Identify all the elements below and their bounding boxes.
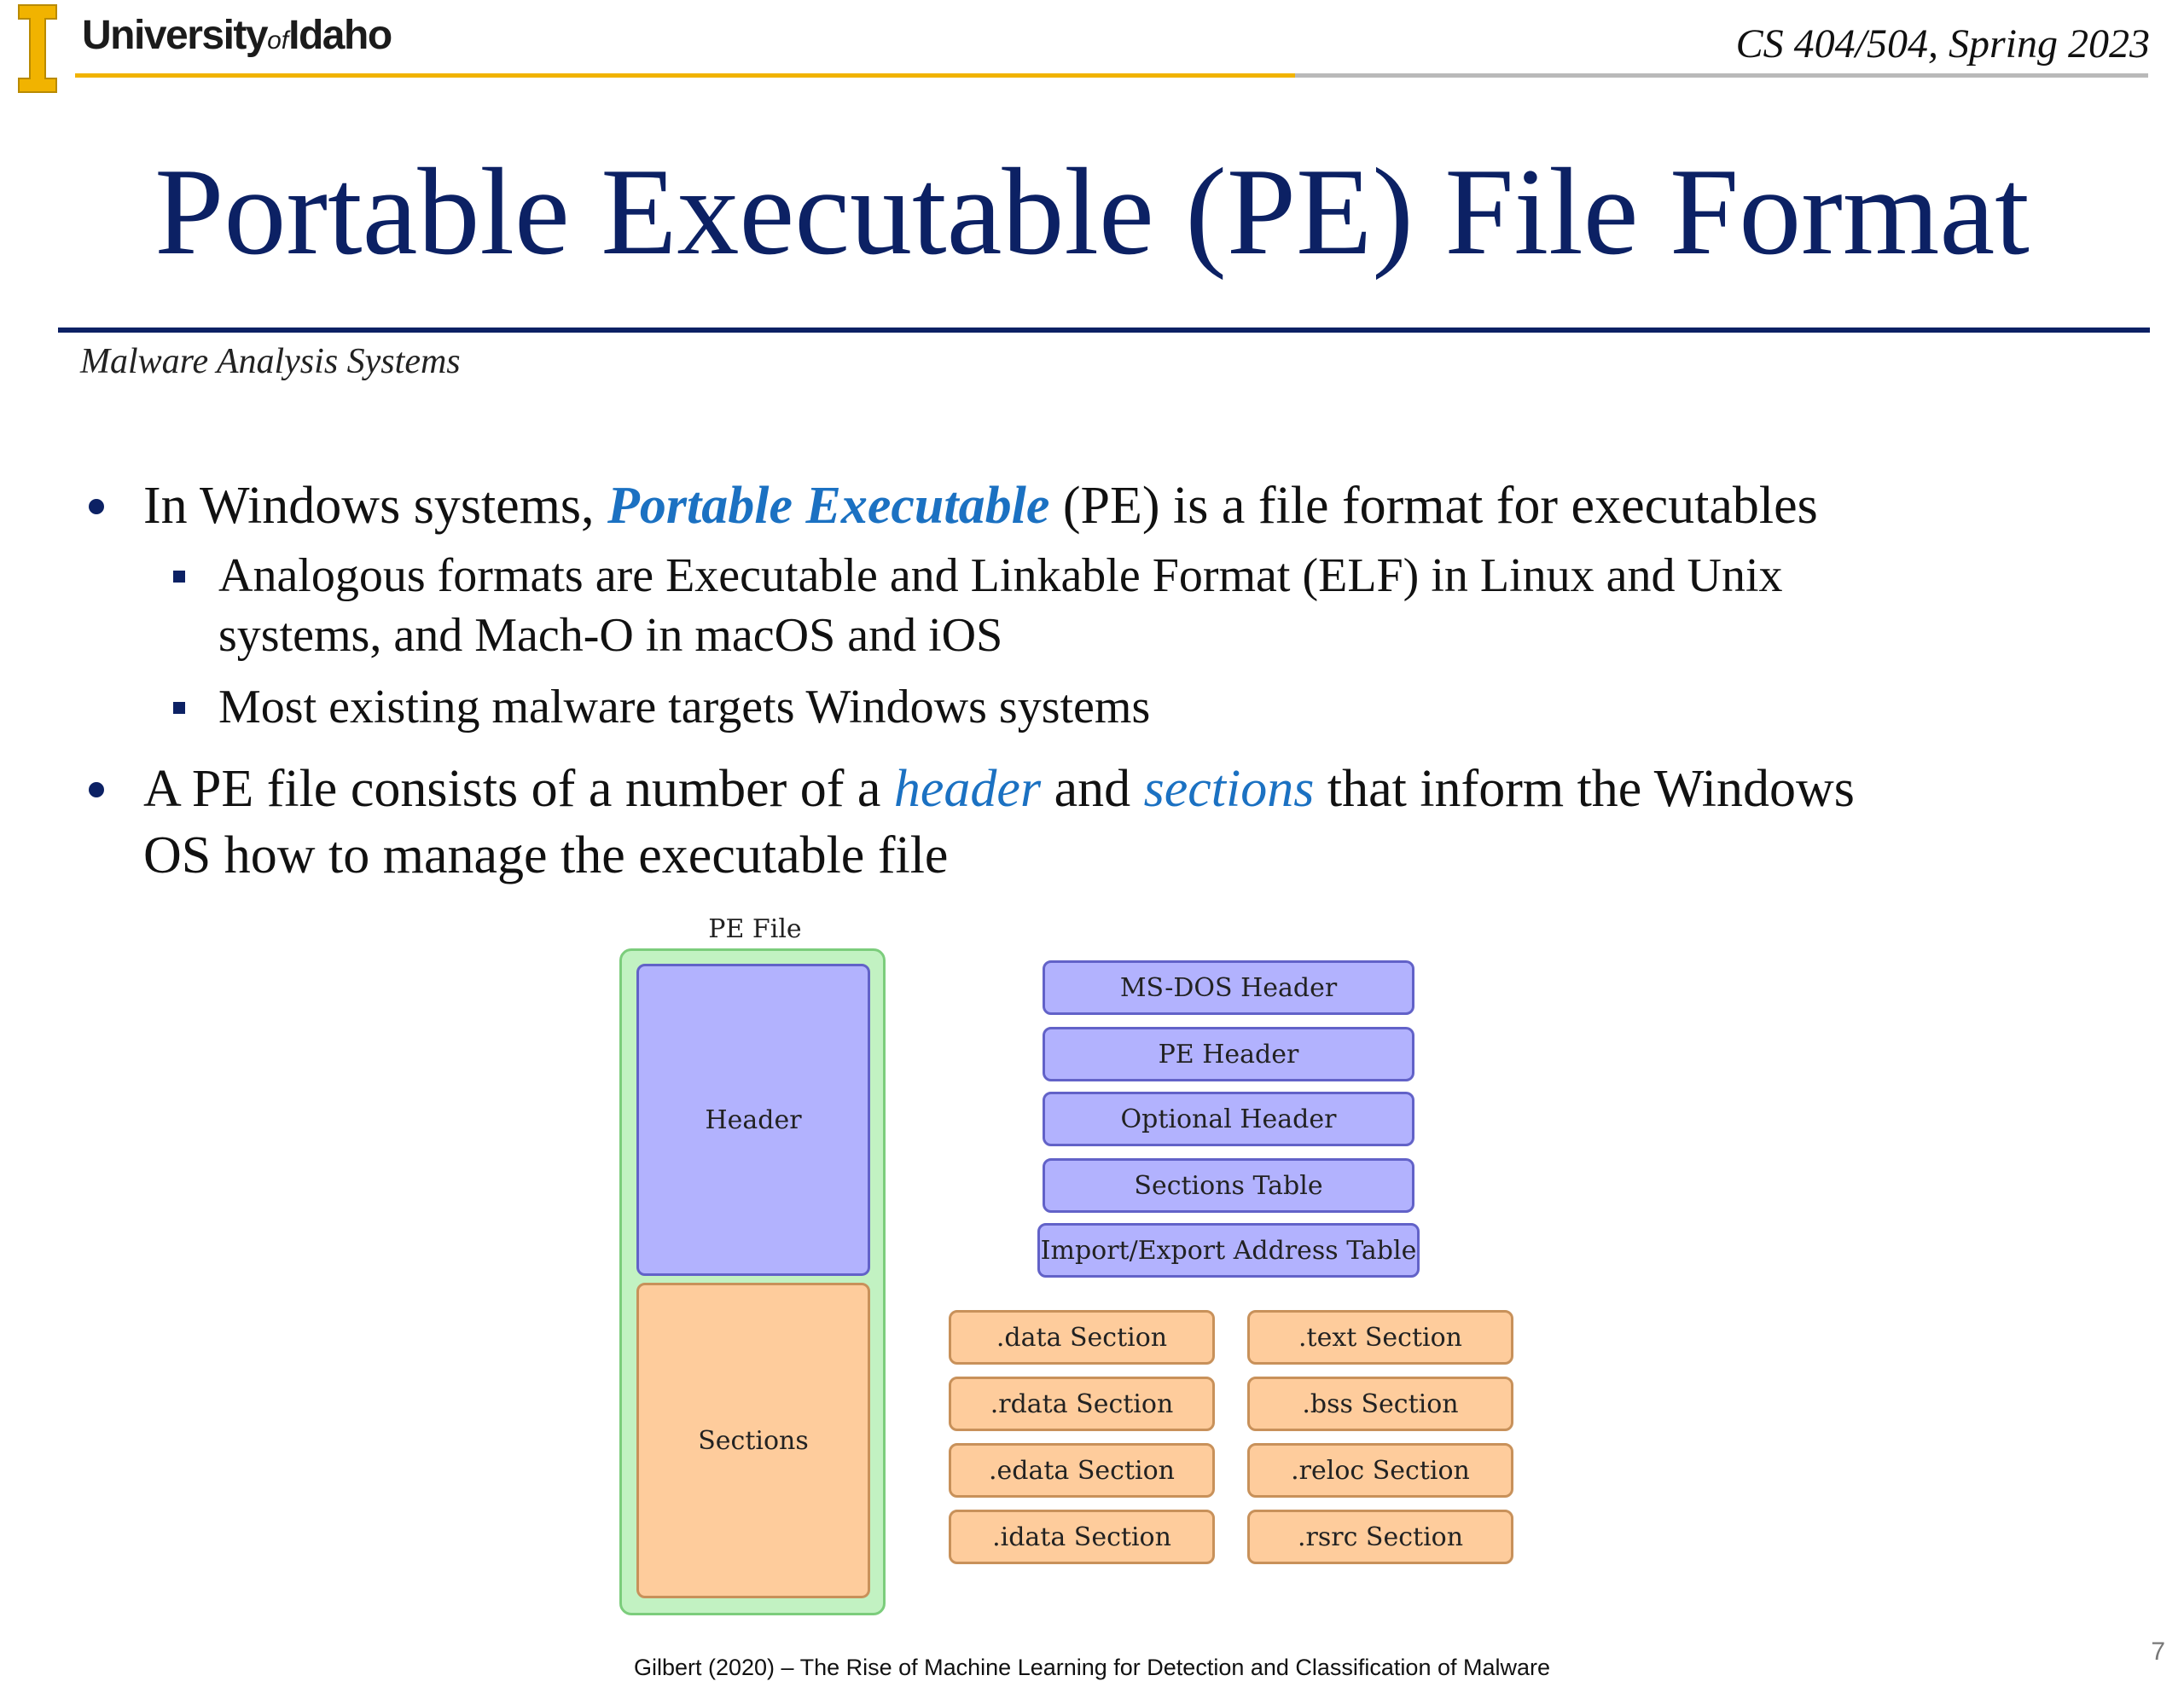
sub-bullet-square-icon bbox=[173, 702, 185, 714]
sub-bullet-1-line-1: Analogous formats are Executable and Linkable Format (ELF) in Linux and Unix bbox=[218, 549, 1783, 602]
slide-title: Portable Executable (PE) File Format bbox=[154, 142, 2030, 281]
pe-sections-block bbox=[636, 1283, 870, 1598]
header-item-ms-dos: MS-DOS Header bbox=[1043, 960, 1414, 1015]
pe-header-label: Header bbox=[705, 1104, 802, 1135]
header-rule-gray bbox=[1295, 73, 2148, 78]
bullet-2-line-2: OS how to manage the executable file bbox=[143, 826, 949, 884]
section-item-bss: .bss Section bbox=[1247, 1377, 1513, 1431]
bullet-dot-icon bbox=[89, 499, 104, 514]
header-item-import-export: Import/Export Address Table bbox=[1037, 1223, 1420, 1278]
sub-bullet-square-icon bbox=[173, 571, 185, 583]
sub-bullet-2: Most existing malware targets Windows systems bbox=[218, 681, 1151, 733]
bullet-1: In Windows systems, Portable Executable (PE) is a file format for executables bbox=[143, 477, 1818, 535]
header-item-optional: Optional Header bbox=[1043, 1092, 1414, 1146]
section-item-rsrc: .rsrc Section bbox=[1247, 1510, 1513, 1564]
section-item-idata: .idata Section bbox=[949, 1510, 1215, 1564]
pe-header-block bbox=[636, 964, 870, 1276]
sub-bullet-1-line-2: systems, and Mach-O in macOS and iOS bbox=[218, 609, 1003, 662]
citation: Gilbert (2020) – The Rise of Machine Learning for Detection and Classification of Malware bbox=[633, 1655, 1551, 1680]
section-item-data: .data Section bbox=[949, 1310, 1215, 1365]
university-name: UniversityofIdaho bbox=[82, 13, 392, 58]
section-item-edata: .edata Section bbox=[949, 1443, 1215, 1498]
bullet-2-line-1: A PE file consists of a number of a header and sections that inform the Windows bbox=[143, 760, 1855, 818]
slide-subtitle: Malware Analysis Systems bbox=[80, 342, 461, 381]
header-item-sections-table: Sections Table bbox=[1043, 1158, 1414, 1213]
sections-emphasis: sections bbox=[1143, 760, 1315, 818]
pe-file-label: PE File bbox=[708, 914, 802, 944]
section-item-rdata: .rdata Section bbox=[949, 1377, 1215, 1431]
page-number: 7 bbox=[2151, 1638, 2165, 1666]
section-item-reloc: .reloc Section bbox=[1247, 1443, 1513, 1498]
section-item-text: .text Section bbox=[1247, 1310, 1513, 1365]
header-item-pe: PE Header bbox=[1043, 1027, 1414, 1081]
header-emphasis: header bbox=[893, 760, 1042, 818]
university-logo-icon bbox=[17, 3, 58, 94]
header-rule-gold bbox=[75, 73, 1295, 78]
bullet-dot-icon bbox=[89, 782, 104, 797]
bullet-1-emphasis: Portable Executable bbox=[607, 477, 1050, 535]
pe-sections-label: Sections bbox=[698, 1425, 809, 1456]
title-divider bbox=[58, 328, 2150, 333]
course-label: CS 404/504, Spring 2023 bbox=[1735, 21, 2150, 67]
